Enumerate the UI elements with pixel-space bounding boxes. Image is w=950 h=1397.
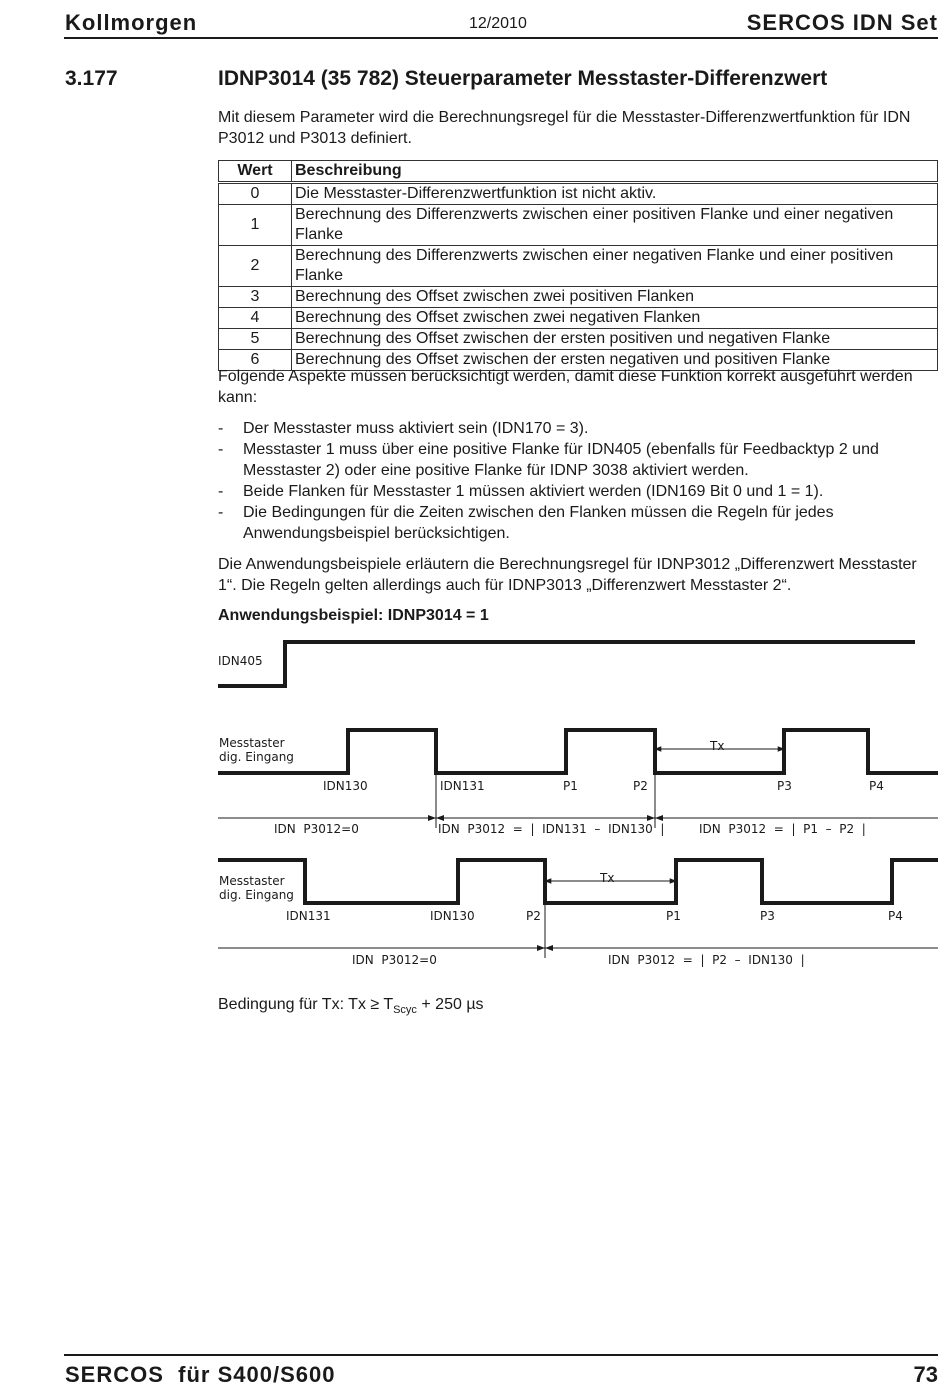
example-heading: Anwendungsbeispiel: IDNP3014 = 1: [218, 607, 489, 624]
table-cell-value: 6: [219, 350, 292, 371]
tx-condition-subscript: Scyc: [393, 1004, 417, 1017]
intro-paragraph: Mit diesem Parameter wird die Berechnungsregel für die Messtaster-Differenzwertfunktion für IDN P3012 und P3013 definiert.: [218, 109, 911, 147]
list-dash: -: [218, 504, 224, 521]
list-item: [218, 439, 934, 481]
table-cell-value: 1: [219, 205, 292, 246]
table-header-value: Wert: [219, 161, 292, 183]
section-number: 3.177: [65, 67, 118, 90]
signal1-timeline-arrow: [647, 815, 655, 821]
requirements-list: [218, 418, 934, 544]
list-dash: -: [218, 441, 224, 458]
table-cell-value: 2: [219, 246, 292, 287]
table-row: [219, 308, 938, 329]
tx-condition-suffix: + 250 µs: [416, 996, 484, 1013]
table-cell-description: Berechnung des Offset zwischen der ersten negativen und positiven Flanke: [292, 350, 938, 371]
tx-condition: [218, 996, 484, 1016]
list-item-text: Messtaster 1 muss über eine positive Flanke für IDN405 (ebenfalls für Feedbacktyp 2 und Messtaster 2) oder eine positive Flanke für IDNP 3038 aktiviert werden.: [243, 441, 879, 479]
table-cell-description: Berechnung des Differenzwerts zwischen einer positiven Flanke und einer negativen Flanke: [292, 205, 938, 246]
value-description-table: [218, 160, 938, 371]
header-brand: Kollmorgen: [65, 10, 198, 35]
aspects-paragraph: Folgende Aspekte müssen berücksichtigt werden, damit diese Funktion korrekt ausgeführt werden kann:: [218, 368, 913, 406]
table-row: [219, 246, 938, 287]
table-row: [219, 329, 938, 350]
signal1-label-line1: Messtaster: [219, 736, 285, 750]
table-cell-value: 0: [219, 183, 292, 205]
list-dash: -: [218, 483, 224, 500]
list-item-text: Beide Flanken für Messtaster 1 müssen aktiviert werden (IDN169 Bit 0 und 1 = 1).: [243, 483, 824, 500]
signal2-label-line1: Messtaster: [219, 874, 285, 888]
header-doc-title: SERCOS IDN Set: [746, 10, 938, 35]
examples-paragraph: Die Anwendungsbeispiele erläutern die Berechnungsregel für IDNP3012 „Differenzwert Messtaster 1“. Die Regeln gelten allerdings auch für IDNP3013 „Differenzwert Messtaster 2“.: [218, 556, 917, 594]
signal1-label-line2: dig. Eingang: [219, 750, 294, 764]
table-row: [219, 287, 938, 308]
table-cell-value: 5: [219, 329, 292, 350]
signal1-result-label: IDN P3012 = | IDN131 – IDN130 |: [438, 822, 665, 836]
table-row: [219, 205, 938, 246]
table-cell-description: Berechnung des Offset zwischen zwei negativen Flanken: [292, 308, 938, 329]
signal1-edge-label: IDN131: [440, 779, 485, 793]
footer-page-number: 73: [913, 1362, 938, 1387]
signal2-edge-label: P4: [888, 909, 903, 923]
list-item: [218, 481, 934, 502]
footer-rule: [64, 1354, 938, 1356]
header-rule: [64, 37, 938, 39]
signal2-edge-label: P1: [666, 909, 681, 923]
signal1-edge-label: P3: [777, 779, 792, 793]
list-item-text: Der Messtaster muss aktiviert sein (IDN170 = 3).: [243, 420, 589, 437]
signal1-edge-label: P4: [869, 779, 884, 793]
signal2-result-label: IDN P3012=0: [352, 953, 437, 967]
signal2-tx-label: Tx: [600, 871, 615, 885]
signal1-edge-label: IDN130: [323, 779, 368, 793]
table-header-row: [219, 161, 938, 183]
signal1-timeline-arrow: [428, 815, 436, 821]
signal1-tx-label: Tx: [710, 739, 725, 753]
footer-doc-title: SERCOS für S400/S600: [65, 1362, 336, 1387]
signal1-edge-label: P2: [633, 779, 648, 793]
header-date: 12/2010: [469, 15, 527, 32]
list-item: [218, 418, 934, 439]
tx-condition-prefix: Bedingung für Tx: Tx ≥ T: [218, 996, 394, 1013]
signal1-timeline-arrow: [655, 815, 663, 821]
signal2-timeline-arrow: [545, 945, 553, 951]
list-item: [218, 502, 934, 544]
signal2-label-line2: dig. Eingang: [219, 888, 294, 902]
signal1-result-label: IDN P3012=0: [274, 822, 359, 836]
list-dash: -: [218, 420, 224, 437]
signal2-result-label: IDN P3012 = | P2 – IDN130 |: [608, 953, 805, 967]
idn405-waveform: [218, 642, 915, 686]
signal2-edge-label: IDN130: [430, 909, 475, 923]
signal1-timeline-arrow: [436, 815, 444, 821]
idn405-label: IDN405: [218, 654, 263, 668]
signal2-edge-label: P3: [760, 909, 775, 923]
table-cell-value: 4: [219, 308, 292, 329]
timing-diagram: [0, 630, 950, 975]
table-cell-description: Die Messtaster-Differenzwertfunktion ist nicht aktiv.: [292, 183, 938, 205]
signal2-edge-label: IDN131: [286, 909, 331, 923]
signal1-result-label: IDN P3012 = | P1 – P2 |: [699, 822, 866, 836]
signal2-edge-label: P2: [526, 909, 541, 923]
list-item-text: Die Bedingungen für die Zeiten zwischen den Flanken müssen die Regeln für jedes Anwendungsbeispiel berücksichtigen.: [243, 504, 834, 542]
table-cell-description: Berechnung des Offset zwischen der ersten positiven und negativen Flanke: [292, 329, 938, 350]
signal1-waveform: [218, 730, 938, 773]
table-cell-description: Berechnung des Offset zwischen zwei positiven Flanken: [292, 287, 938, 308]
table-header-description: Beschreibung: [292, 161, 938, 183]
section-title: IDNP3014 (35 782) Steuerparameter Messtaster-Differenzwert: [218, 67, 828, 90]
table-cell-description: Berechnung des Differenzwerts zwischen einer negativen Flanke und einer positiven Flanke: [292, 246, 938, 287]
signal1-edge-label: P1: [563, 779, 578, 793]
table-row: [219, 183, 938, 205]
signal2-timeline-arrow: [537, 945, 545, 951]
table-cell-value: 3: [219, 287, 292, 308]
